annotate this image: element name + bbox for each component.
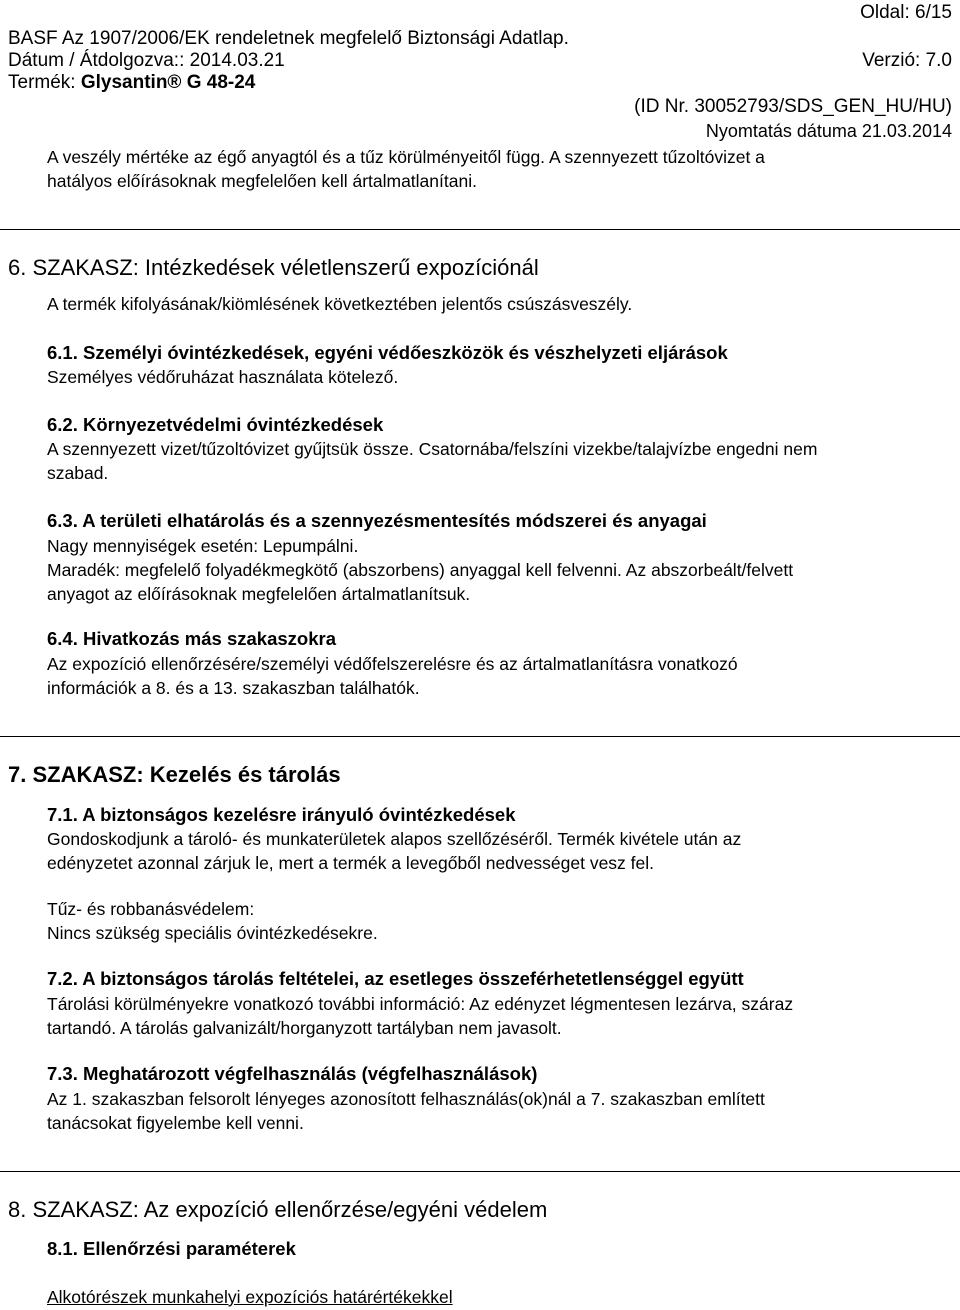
print-date: Nyomtatás dátuma 21.03.2014 <box>705 121 952 141</box>
section-8-1-title: 8.1. Ellenőrzési paraméterek <box>47 1238 296 1259</box>
product-line <box>8 72 255 94</box>
section-6-2-line-1: A szennyezett vizet/tűzoltóvizet gyűjtsük össze. Csatornába/felszíni vizekbe/talajvízbe engedni nem <box>47 439 818 459</box>
section-divider <box>0 229 960 230</box>
revision-date: Dátum / Átdolgozva:: 2014.03.21 <box>8 50 285 71</box>
section-7-1-line-2: edényzetet azonnal zárjuk le, mert a termék a levegőből nedvességet vesz fel. <box>47 853 655 873</box>
section-7-3-line-2: tanácsokat figyelembe kell venni. <box>47 1113 304 1133</box>
product-label: Termék: <box>8 72 76 93</box>
section-divider <box>0 736 960 737</box>
section-6-1-line-1: Személyes védőruházat használata kötelező. <box>47 367 399 387</box>
section-7-1-title: 7.1. A biztonságos kezelésre irányuló óvintézkedések <box>47 804 516 825</box>
section-7-3-line-1: Az 1. szakaszban felsorolt lényeges azonosított felhasználás(ok)nál a 7. szakaszban említett <box>47 1089 765 1109</box>
section-7-title: 7. SZAKASZ: Kezelés és tárolás <box>8 762 341 787</box>
intro-line-1: A veszély mértéke az égő anyagtól és a tűz körülményeitől függ. A szennyezett tűzoltóvizet a <box>47 147 765 167</box>
section-divider <box>0 1171 960 1172</box>
intro-line-2: hatályos előírásoknak megfelelően kell ártalmatlanítani. <box>47 171 477 191</box>
exposure-limits-label: Alkotórészek munkahelyi expozíciós határértékekkel <box>47 1287 453 1307</box>
section-8-title: 8. SZAKASZ: Az expozíció ellenőrzése/egyéni védelem <box>8 1197 548 1222</box>
section-6-3-title: 6.3. A területi elhatárolás és a szennyezésmentesítés módszerei és anyagai <box>47 510 707 531</box>
section-7-1-line-1: Gondoskodjunk a tároló- és munkaterületek alapos szellőzéséről. Termék kivétele után az <box>47 829 742 849</box>
version: Verzió: 7.0 <box>862 50 952 71</box>
section-7-3-title: 7.3. Meghatározott végfelhasználás (végfelhasználások) <box>47 1063 538 1084</box>
section-6-1-title: 6.1. Személyi óvintézkedések, egyéni védőeszközök és vészhelyzeti eljárások <box>47 342 728 363</box>
section-6-3-line-1: Nagy mennyiségek esetén: Lepumpálni. <box>47 536 359 556</box>
section-6-4-line-2: információk a 8. és a 13. szakaszban találhatók. <box>47 678 420 698</box>
section-6-4-line-1: Az expozíció ellenőrzésére/személyi védőfelszerelésre és az ártalmatlanításra vonatkozó <box>47 654 738 674</box>
fire-protection-label: Tűz- és robbanásvédelem: <box>47 899 255 919</box>
section-7-2-line-2: tartandó. A tárolás galvanizált/horganyzott tartályban nem javasolt. <box>47 1018 562 1038</box>
section-6-2-title: 6.2. Környezetvédelmi óvintézkedések <box>47 414 384 435</box>
product-name: Glysantin® G 48-24 <box>80 72 256 93</box>
section-6-3-line-2: Maradék: megfelelő folyadékmegkötő (abszorbens) anyaggal kell felvenni. Az abszorbeált/felvett <box>47 560 794 580</box>
fire-protection-line-1: Nincs szükség speciális óvintézkedésekre. <box>47 923 378 943</box>
section-6-2-line-2: szabad. <box>47 463 109 483</box>
section-7-2-title: 7.2. A biztonságos tárolás feltételei, az esetleges összeférhetetlenséggel együtt <box>47 968 744 989</box>
section-6-4-title: 6.4. Hivatkozás más szakaszokra <box>47 628 336 649</box>
section-6-title: 6. SZAKASZ: Intézkedések véletlenszerű expozíciónál <box>8 255 539 280</box>
id-number: (ID Nr. 30052793/SDS_GEN_HU/HU) <box>634 96 952 117</box>
section-6-3-line-3: anyagot az előírásoknak megfelelően ártalmatlanítsuk. <box>47 584 471 604</box>
page-number: Oldal: 6/15 <box>860 2 952 23</box>
regulation-line: BASF Az 1907/2006/EK rendeletnek megfelelő Biztonsági Adatlap. <box>8 28 569 49</box>
section-6-intro: A termék kifolyásának/kiömlésének következtében jelentős csúszásveszély. <box>47 294 633 314</box>
section-7-2-line-1: Tárolási körülményekre vonatkozó további információ: Az edényzet légmentesen lezárva, száraz <box>47 994 794 1014</box>
